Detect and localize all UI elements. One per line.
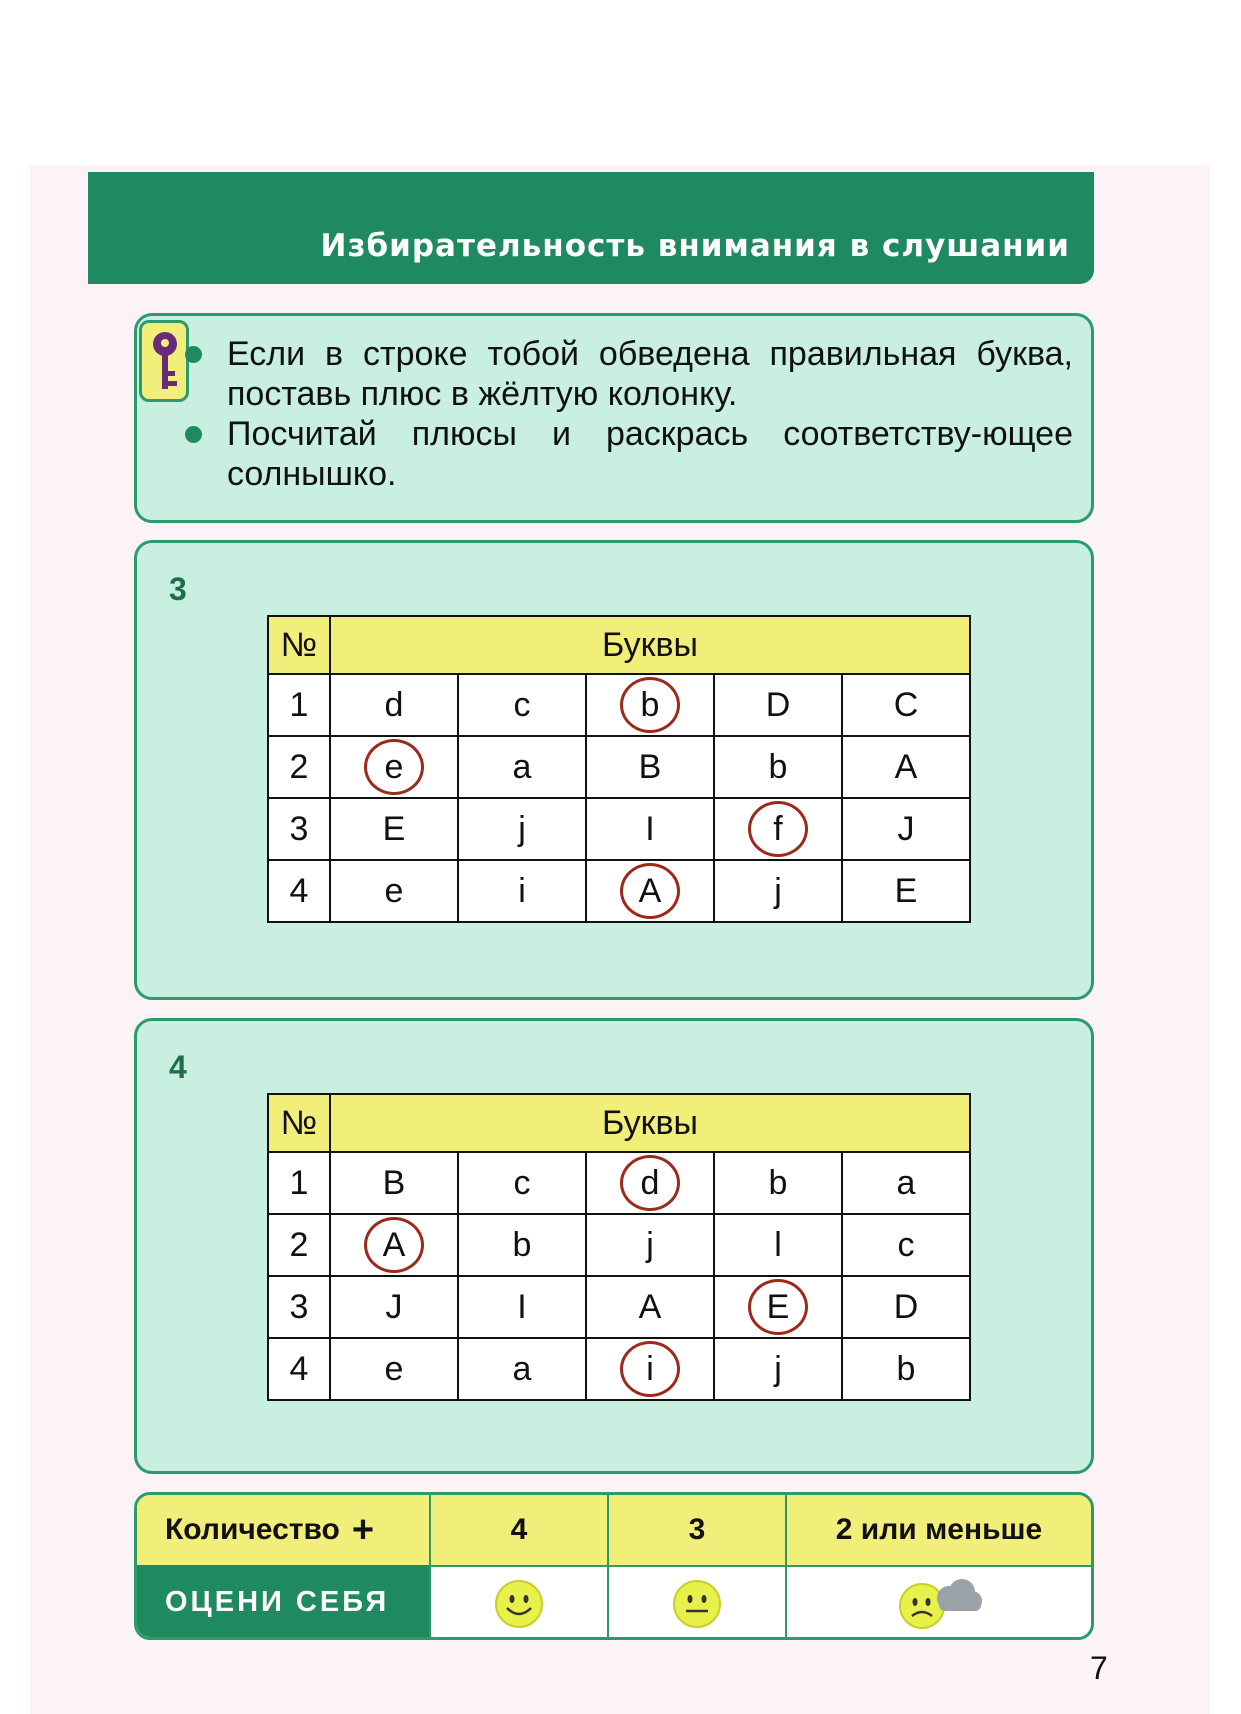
circled-letter: A	[364, 1217, 424, 1273]
sun-cell-3[interactable]	[785, 1565, 1091, 1640]
letter-cell[interactable]	[714, 674, 842, 736]
letter-cell[interactable]	[842, 1152, 970, 1214]
exercise-number: 3	[169, 571, 187, 607]
letter: j	[774, 1349, 782, 1388]
letter-cell[interactable]	[586, 1338, 714, 1400]
letter-cell[interactable]	[842, 798, 970, 860]
letter-cell[interactable]	[586, 674, 714, 736]
letter-cell[interactable]	[586, 736, 714, 798]
letter: c	[897, 1225, 915, 1264]
letter-cell[interactable]	[714, 1214, 842, 1276]
letter-cell[interactable]	[586, 1276, 714, 1338]
circled-letter: i	[620, 1341, 680, 1397]
letter-cell[interactable]	[330, 1338, 458, 1400]
count-label-cell	[137, 1495, 429, 1565]
letter: D	[893, 1287, 919, 1326]
row-number: 4	[268, 860, 330, 922]
letter-cell[interactable]	[330, 798, 458, 860]
letter: c	[513, 685, 531, 724]
header-letters: Буквы	[330, 616, 970, 674]
row-number: 3	[268, 798, 330, 860]
letter-cell[interactable]	[458, 1276, 586, 1338]
letter: l	[774, 1225, 782, 1264]
score-col-4: 4	[429, 1495, 607, 1565]
letter-cell[interactable]	[458, 1338, 586, 1400]
letter-cell[interactable]	[714, 798, 842, 860]
letter-cell[interactable]	[458, 674, 586, 736]
sun-cell-2[interactable]	[607, 1565, 785, 1640]
letter: B	[382, 1163, 406, 1202]
circled-letter: b	[620, 677, 680, 733]
assess-label: ОЦЕНИ СЕБЯ	[137, 1565, 429, 1640]
circled-letter: E	[748, 1279, 808, 1335]
sun-smile-icon[interactable]	[493, 1578, 545, 1630]
letter: b	[768, 747, 788, 786]
letter-cell[interactable]	[586, 1214, 714, 1276]
row-number: 2	[268, 736, 330, 798]
circled-letter: A	[620, 863, 680, 919]
count-label: Количество	[165, 1513, 340, 1546]
letter: J	[897, 809, 915, 848]
letter-cell[interactable]	[458, 1152, 586, 1214]
row-number: 1	[268, 1152, 330, 1214]
instructions-panel	[134, 313, 1094, 523]
circled-letter: f	[748, 801, 808, 857]
score-col-3: 3	[607, 1495, 785, 1565]
letter-cell[interactable]	[330, 860, 458, 922]
letter-cell[interactable]	[842, 674, 970, 736]
table-row	[268, 1338, 970, 1400]
table-row	[268, 860, 970, 922]
letter-cell[interactable]	[842, 736, 970, 798]
instruction-item-2: Посчитай плюсы и раскрась соответству-ющее солнышко.	[227, 415, 1073, 493]
exercise-3-panel	[134, 540, 1094, 1000]
letter: A	[638, 1287, 662, 1326]
circled-letter: d	[620, 1155, 680, 1211]
letter: j	[646, 1225, 654, 1264]
table-row	[268, 674, 970, 736]
letter-cell[interactable]	[458, 736, 586, 798]
letter: b	[896, 1349, 916, 1388]
letter: E	[382, 809, 406, 848]
instruction-item-1: Если в строке тобой обведена правильная буква, поставь плюс в жёлтую колонку.	[227, 335, 1073, 413]
letter-cell[interactable]	[842, 1214, 970, 1276]
score-icon-row	[137, 1565, 1091, 1640]
circled-letter: e	[364, 739, 424, 795]
letter-cell[interactable]	[586, 798, 714, 860]
letter: j	[774, 871, 782, 910]
letters-table-4	[267, 1093, 971, 1401]
letter-cell[interactable]	[714, 1338, 842, 1400]
sun-cloud-sad-icon[interactable]	[894, 1576, 984, 1632]
letter-cell[interactable]	[714, 1152, 842, 1214]
letter-cell[interactable]	[458, 798, 586, 860]
letter: a	[512, 747, 532, 786]
letter: i	[518, 871, 526, 910]
letter: E	[894, 871, 918, 910]
sun-neutral-icon[interactable]	[671, 1578, 723, 1630]
header-no: №	[268, 1094, 330, 1152]
section-header	[88, 172, 1094, 284]
score-col-2-or-less: 2 или меньше	[785, 1495, 1091, 1565]
letter-cell[interactable]	[714, 1276, 842, 1338]
letter: D	[765, 685, 791, 724]
table-row	[268, 1276, 970, 1338]
letter: b	[512, 1225, 532, 1264]
letter: A	[894, 747, 918, 786]
exercise-number: 4	[169, 1049, 187, 1085]
sun-cell-1[interactable]	[429, 1565, 607, 1640]
letter: a	[896, 1163, 916, 1202]
letter: b	[768, 1163, 788, 1202]
self-assessment-table	[134, 1492, 1094, 1640]
row-number: 1	[268, 674, 330, 736]
score-header-row	[137, 1495, 1091, 1565]
header-letters: Буквы	[330, 1094, 970, 1152]
letter-cell[interactable]	[714, 736, 842, 798]
letter-cell[interactable]	[458, 1214, 586, 1276]
letter-cell[interactable]	[842, 1276, 970, 1338]
letter-cell[interactable]	[330, 674, 458, 736]
page-number: 7	[1090, 1650, 1108, 1686]
letter: e	[384, 871, 404, 910]
letter-cell[interactable]	[842, 1338, 970, 1400]
letter-cell[interactable]	[330, 1276, 458, 1338]
exercise-4-panel	[134, 1018, 1094, 1474]
letter: C	[893, 685, 919, 724]
letter: c	[513, 1163, 531, 1202]
letter: e	[384, 1349, 404, 1388]
letter: j	[518, 809, 526, 848]
letter: a	[512, 1349, 532, 1388]
letter-cell[interactable]	[714, 860, 842, 922]
letter-cell[interactable]	[586, 860, 714, 922]
letter-cell[interactable]	[330, 1214, 458, 1276]
section-title: Избирательность внимания в слушании	[320, 228, 1070, 264]
plus-sign: +	[351, 1509, 375, 1551]
table-row	[268, 736, 970, 798]
letters-table-3	[267, 615, 971, 923]
letter-cell[interactable]	[842, 860, 970, 922]
row-number: 4	[268, 1338, 330, 1400]
table-row	[268, 798, 970, 860]
letter: J	[385, 1287, 403, 1326]
letter: I	[517, 1287, 527, 1326]
instruction-list	[227, 334, 1073, 494]
letter-cell[interactable]	[458, 860, 586, 922]
letter: d	[384, 685, 404, 724]
key-icon	[150, 329, 180, 395]
letter-cell[interactable]	[586, 1152, 714, 1214]
letter: I	[645, 809, 655, 848]
row-number: 2	[268, 1214, 330, 1276]
key-badge	[139, 320, 189, 402]
letter: B	[638, 747, 662, 786]
table-row	[268, 1214, 970, 1276]
header-no: №	[268, 616, 330, 674]
letter-cell[interactable]	[330, 736, 458, 798]
row-number: 3	[268, 1276, 330, 1338]
letter-cell[interactable]	[330, 1152, 458, 1214]
table-row	[268, 1152, 970, 1214]
